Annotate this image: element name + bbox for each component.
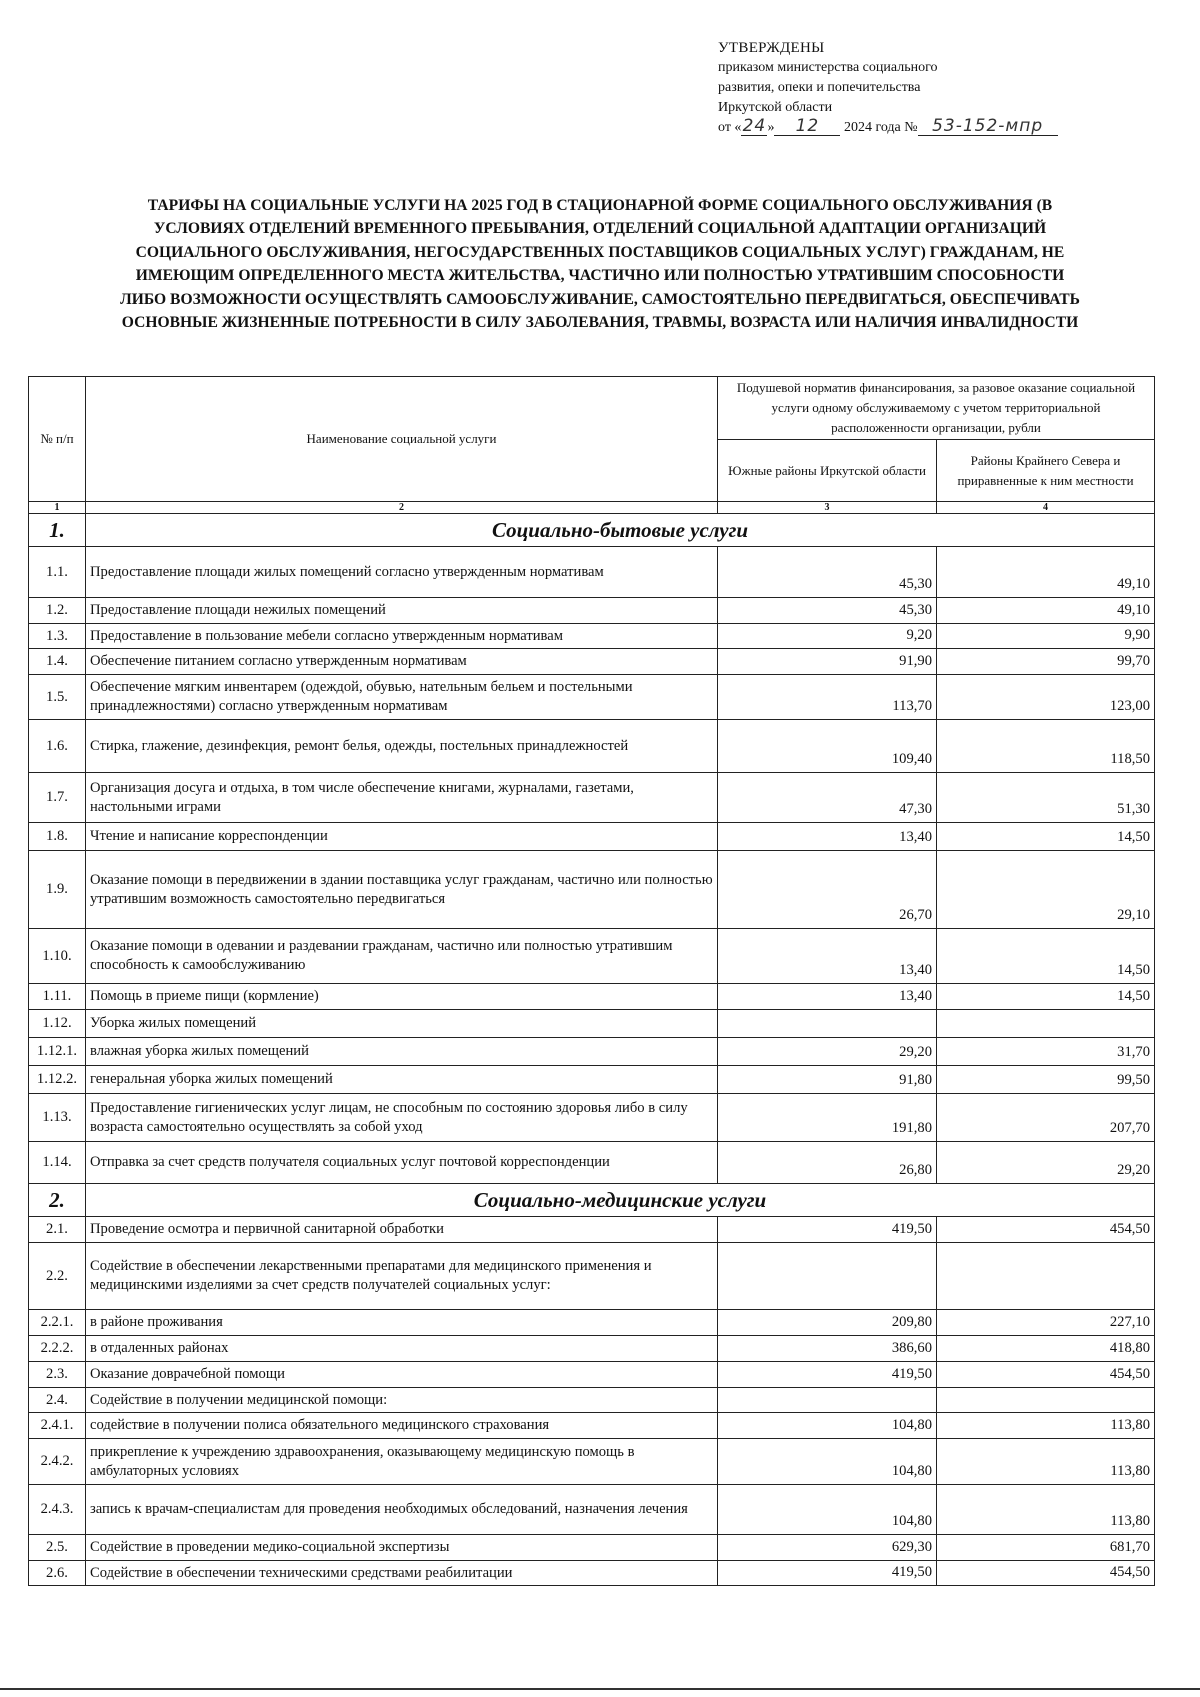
south-tariff <box>718 1388 937 1413</box>
south-tariff: 91,80 <box>718 1066 937 1094</box>
service-name: Помощь в приеме пищи (кормление) <box>86 984 718 1010</box>
south-tariff: 26,70 <box>718 851 937 929</box>
section-number: 2. <box>29 1184 86 1217</box>
order-number: 53-152-мпр <box>918 118 1058 136</box>
north-tariff <box>937 1243 1155 1310</box>
service-name: Оказание помощи в передвижении в здании поставщика услуг гражданам, частично или полностью утратившим возможность самостоятельно передвигаться <box>86 851 718 929</box>
approval-line-1: приказом министерства социального <box>718 60 938 75</box>
row-number: 1.2. <box>29 598 86 624</box>
north-tariff: 51,30 <box>937 773 1155 823</box>
row-number: 1.3. <box>29 624 86 649</box>
north-tariff: 14,50 <box>937 984 1155 1010</box>
table-row <box>29 1413 1155 1439</box>
title-line: ЛИБО ВОЗМОЖНОСТИ ОСУЩЕСТВЛЯТЬ САМООБСЛУЖИВАНИЕ, САМОСТОЯТЕЛЬНО ПЕРЕДВИГАТЬСЯ, ОБЕСПЕЧИВАТЬ <box>120 290 1080 308</box>
service-name: Чтение и написание корреспонденции <box>86 823 718 851</box>
table-row <box>29 823 1155 851</box>
service-name: влажная уборка жилых помещений <box>86 1038 718 1066</box>
table-row <box>29 547 1155 598</box>
south-tariff: 419,50 <box>718 1561 937 1586</box>
date-month: 12 <box>774 118 840 136</box>
approval-line-3: Иркутской области <box>718 100 833 115</box>
table-row <box>29 773 1155 823</box>
column-index-row <box>29 502 1155 514</box>
table-row <box>29 1310 1155 1336</box>
south-tariff: 47,30 <box>718 773 937 823</box>
south-tariff: 9,20 <box>718 624 937 649</box>
title-line: СОЦИАЛЬНОГО ОБСЛУЖИВАНИЯ, НЕГОСУДАРСТВЕННЫХ ПОСТАВЩИКОВ СОЦИАЛЬНЫХ УСЛУГ) ГРАЖДАНАМ, НЕ <box>135 243 1065 261</box>
north-tariff: 207,70 <box>937 1094 1155 1142</box>
table-row <box>29 1094 1155 1142</box>
south-tariff: 45,30 <box>718 547 937 598</box>
south-tariff: 26,80 <box>718 1142 937 1184</box>
north-tariff <box>937 1010 1155 1038</box>
service-name: в отдаленных районах <box>86 1336 718 1362</box>
row-number: 2.3. <box>29 1362 86 1388</box>
table-header <box>29 377 1155 514</box>
north-tariff: 49,10 <box>937 598 1155 624</box>
service-name: Предоставление гигиенических услуг лицам, не способным по состоянию здоровья либо в силу возраста самостоятельно осуществлять за собой уход <box>86 1094 718 1142</box>
title-line: ИМЕЮЩИМ ОПРЕДЕЛЕННОГО МЕСТА ЖИТЕЛЬСТВА, ЧАСТИЧНО ИЛИ ПОЛНОСТЬЮ УТРАТИВШИМ СПОСОБНОСТИ <box>135 267 1065 285</box>
table-row <box>29 624 1155 649</box>
row-number: 1.9. <box>29 851 86 929</box>
row-number: 2.4.1. <box>29 1413 86 1439</box>
table-row <box>29 1561 1155 1586</box>
north-tariff: 418,80 <box>937 1336 1155 1362</box>
section-row <box>29 1184 1155 1217</box>
south-tariff: 104,80 <box>718 1485 937 1535</box>
north-tariff: 113,80 <box>937 1485 1155 1535</box>
south-tariff: 104,80 <box>718 1413 937 1439</box>
page-bottom-divider <box>0 1688 1200 1690</box>
south-tariff <box>718 1243 937 1310</box>
table-row <box>29 1066 1155 1094</box>
column-index: 1 <box>29 502 86 514</box>
north-tariff: 14,50 <box>937 823 1155 851</box>
title-line: УСЛОВИЯХ ОТДЕЛЕНИЙ ВРЕМЕННОГО ПРЕБЫВАНИЯ, ОТДЕЛЕНИЙ СОЦИАЛЬНОЙ АДАПТАЦИИ ОРГАНИЗАЦИЙ <box>153 220 1047 238</box>
service-name: Содействие в получении медицинской помощи: <box>86 1388 718 1413</box>
north-tariff: 227,10 <box>937 1310 1155 1336</box>
table-row <box>29 851 1155 929</box>
service-name: Уборка жилых помещений <box>86 1010 718 1038</box>
table-row <box>29 720 1155 773</box>
service-name: запись к врачам-специалистам для проведения необходимых обследований, назначения лечения <box>86 1485 718 1535</box>
title-line: ТАРИФЫ НА СОЦИАЛЬНЫЕ УСЛУГИ НА 2025 ГОД В СТАЦИОНАРНОЙ ФОРМЕ СОЦИАЛЬНОГО ОБСЛУЖИВАНИЯ (В <box>147 197 1053 214</box>
south-tariff: 113,70 <box>718 675 937 720</box>
table-row <box>29 1439 1155 1485</box>
row-number: 2.6. <box>29 1561 86 1586</box>
north-tariff <box>937 1388 1155 1413</box>
header-south-regions: Южные районы Иркутской области <box>718 440 937 502</box>
table-row <box>29 1485 1155 1535</box>
south-tariff: 419,50 <box>718 1217 937 1243</box>
service-name: Предоставление площади жилых помещений согласно утвержденным нормативам <box>86 547 718 598</box>
row-number: 1.6. <box>29 720 86 773</box>
north-tariff: 31,70 <box>937 1038 1155 1066</box>
date-prefix: от « <box>718 120 742 135</box>
north-tariff: 29,20 <box>937 1142 1155 1184</box>
north-tariff: 454,50 <box>937 1362 1155 1388</box>
header-service-name: Наименование социальной услуги <box>86 377 718 502</box>
header-north-regions: Районы Крайнего Севера и приравненные к ним местности <box>937 440 1155 502</box>
row-number: 1.5. <box>29 675 86 720</box>
south-tariff: 191,80 <box>718 1094 937 1142</box>
service-name: Организация досуга и отдыха, в том числе обеспечение книгами, журналами, газетами, настольными играми <box>86 773 718 823</box>
north-tariff: 113,80 <box>937 1439 1155 1485</box>
north-tariff: 454,50 <box>937 1561 1155 1586</box>
table-row <box>29 1362 1155 1388</box>
row-number: 2.2.2. <box>29 1336 86 1362</box>
column-index: 3 <box>718 502 937 514</box>
north-tariff: 123,00 <box>937 675 1155 720</box>
header-normative: Подушевой норматив финансирования, за разовое оказание социальной услуги одному обслуживаемому с учетом территориальной расположенности организации, рубли <box>718 377 1155 440</box>
table-row <box>29 675 1155 720</box>
date-day: 24 <box>742 116 767 136</box>
table-row <box>29 984 1155 1010</box>
service-name: Содействие в обеспечении техническими средствами реабилитации <box>86 1561 718 1586</box>
approval-date-line <box>718 118 1138 138</box>
south-tariff <box>718 1010 937 1038</box>
south-tariff: 91,90 <box>718 649 937 675</box>
table-row <box>29 929 1155 984</box>
service-name: Отправка за счет средств получателя социальных услуг почтовой корреспонденции <box>86 1142 718 1184</box>
service-name: Содействие в обеспечении лекарственными препаратами для медицинского применения и медицинскими изделиями за счет средств получателей социальных услуг: <box>86 1243 718 1310</box>
north-tariff: 681,70 <box>937 1535 1155 1561</box>
row-number: 1.12.1. <box>29 1038 86 1066</box>
service-name: Содействие в проведении медико-социальной экспертизы <box>86 1535 718 1561</box>
north-tariff: 99,70 <box>937 649 1155 675</box>
table-row <box>29 1388 1155 1413</box>
table-row <box>29 1010 1155 1038</box>
row-number: 2.1. <box>29 1217 86 1243</box>
service-name: генеральная уборка жилых помещений <box>86 1066 718 1094</box>
row-number: 1.13. <box>29 1094 86 1142</box>
section-number: 1. <box>29 514 86 547</box>
document-title <box>48 194 1152 334</box>
row-number: 2.4.2. <box>29 1439 86 1485</box>
south-tariff: 419,50 <box>718 1362 937 1388</box>
row-number: 2.4.3. <box>29 1485 86 1535</box>
table-row <box>29 1217 1155 1243</box>
table-row <box>29 1535 1155 1561</box>
row-number: 1.10. <box>29 929 86 984</box>
north-tariff: 118,50 <box>937 720 1155 773</box>
row-number: 2.4. <box>29 1388 86 1413</box>
north-tariff: 29,10 <box>937 851 1155 929</box>
row-number: 2.5. <box>29 1535 86 1561</box>
table-row <box>29 649 1155 675</box>
row-number: 2.2. <box>29 1243 86 1310</box>
south-tariff: 45,30 <box>718 598 937 624</box>
service-name: прикрепление к учреждению здравоохранения, оказывающему медицинскую помощь в амбулаторных условиях <box>86 1439 718 1485</box>
tariffs-table <box>28 376 1155 1586</box>
row-number: 1.4. <box>29 649 86 675</box>
service-name: Оказание помощи в одевании и раздевании гражданам, частично или полностью утратившим способность к самообслуживанию <box>86 929 718 984</box>
title-line: ОСНОВНЫЕ ЖИЗНЕННЫЕ ПОТРЕБНОСТИ В СИЛУ ЗАБОЛЕВАНИЯ, ТРАВМЫ, ВОЗРАСТА ИЛИ НАЛИЧИЯ ИНВАЛИДНОСТИ <box>121 314 1079 332</box>
row-number: 1.8. <box>29 823 86 851</box>
south-tariff: 13,40 <box>718 929 937 984</box>
section-row <box>29 514 1155 547</box>
section-title: Социально-бытовые услуги <box>86 514 1155 547</box>
row-number: 2.2.1. <box>29 1310 86 1336</box>
approval-title: УТВЕРЖДЕНЫ <box>718 40 825 56</box>
service-name: Обеспечение питанием согласно утвержденным нормативам <box>86 649 718 675</box>
column-index: 4 <box>937 502 1155 514</box>
row-number: 1.12.2. <box>29 1066 86 1094</box>
date-mid: » <box>767 120 775 135</box>
service-name: Предоставление в пользование мебели согласно утвержденным нормативам <box>86 624 718 649</box>
service-name: в районе проживания <box>86 1310 718 1336</box>
approval-block <box>718 38 1138 138</box>
south-tariff: 629,30 <box>718 1535 937 1561</box>
north-tariff: 454,50 <box>937 1217 1155 1243</box>
row-number: 1.7. <box>29 773 86 823</box>
table-row <box>29 598 1155 624</box>
section-title: Социально-медицинские услуги <box>86 1184 1155 1217</box>
service-name: Проведение осмотра и первичной санитарной обработки <box>86 1217 718 1243</box>
table-row <box>29 1336 1155 1362</box>
row-number: 1.1. <box>29 547 86 598</box>
date-year: 2024 года № <box>843 120 918 135</box>
service-name: Стирка, глажение, дезинфекция, ремонт белья, одежды, постельных принадлежностей <box>86 720 718 773</box>
south-tariff: 209,80 <box>718 1310 937 1336</box>
south-tariff: 13,40 <box>718 984 937 1010</box>
row-number: 1.12. <box>29 1010 86 1038</box>
south-tariff: 386,60 <box>718 1336 937 1362</box>
south-tariff: 109,40 <box>718 720 937 773</box>
row-number: 1.14. <box>29 1142 86 1184</box>
table-row <box>29 1243 1155 1310</box>
north-tariff: 49,10 <box>937 547 1155 598</box>
service-name: Обеспечение мягким инвентарем (одеждой, обувью, нательным бельем и постельными принадлежностями) согласно утвержденным нормативам <box>86 675 718 720</box>
table-body <box>29 514 1155 1586</box>
north-tariff: 14,50 <box>937 929 1155 984</box>
south-tariff: 29,20 <box>718 1038 937 1066</box>
table-row <box>29 1142 1155 1184</box>
service-name: содействие в получении полиса обязательного медицинского страхования <box>86 1413 718 1439</box>
south-tariff: 13,40 <box>718 823 937 851</box>
table-row <box>29 1038 1155 1066</box>
header-number: № п/п <box>29 377 86 502</box>
north-tariff: 99,50 <box>937 1066 1155 1094</box>
service-name: Предоставление площади нежилых помещений <box>86 598 718 624</box>
column-index: 2 <box>86 502 718 514</box>
north-tariff: 113,80 <box>937 1413 1155 1439</box>
south-tariff: 104,80 <box>718 1439 937 1485</box>
service-name: Оказание доврачебной помощи <box>86 1362 718 1388</box>
north-tariff: 9,90 <box>937 624 1155 649</box>
row-number: 1.11. <box>29 984 86 1010</box>
approval-line-2: развития, опеки и попечительства <box>718 80 921 95</box>
